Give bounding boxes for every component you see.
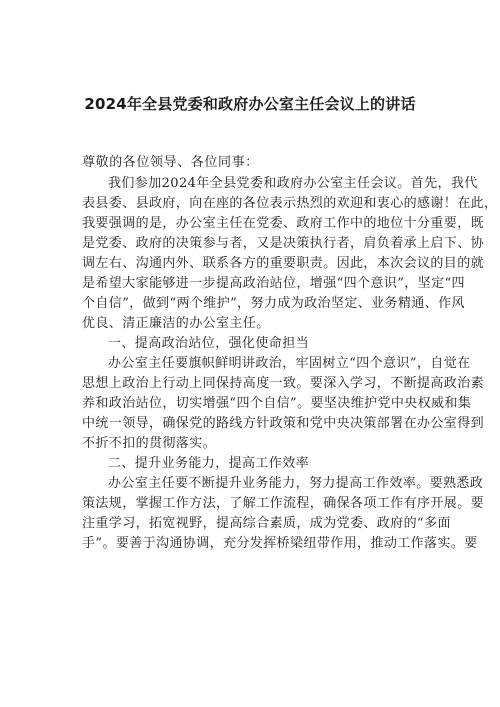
section-heading: 二、提升业务能力，提高工作效率: [108, 456, 310, 471]
body-line: 办公室主任要旗帜鲜明讲政治，牢固树立“四个意识”，自觉在: [108, 356, 471, 371]
body-line: 不折不扣的贯彻落实。: [82, 436, 217, 451]
body-line: 养和政治站位，切实增强“四个自信”。要坚决维护党中央权威和集: [82, 396, 472, 411]
body-line: 手”。要善于沟通协调，充分发挥桥梁纽带作用，推动工作落实。要: [82, 536, 478, 551]
body-line: 调左右、沟通内外、联系各方的重要职责。因此，本次会议的目的就: [82, 256, 485, 271]
salutation: 尊敬的各位领导、各位同事：: [82, 155, 259, 170]
body-line: 思想上政治上行动上同保持高度一致。要深入学习，不断提高政治素: [82, 376, 485, 391]
body-line: 是希望大家能够进一步提高政治站位，增强“四个意识”，坚定“四: [82, 276, 465, 291]
body-line: 我要强调的是，办公室主任在党委、政府工作中的地位十分重要，既: [82, 216, 485, 231]
section-heading: 一、提高政治站位，强化使命担当: [108, 336, 310, 351]
body-line: 是党委、政府的决策参与者，又是决策执行者，肩负着承上启下、协: [82, 236, 485, 251]
body-line: 个自信”，做到“两个维护”，努力成为政治坚定、业务精通、作风: [82, 296, 465, 311]
body-line: 优良、清正廉洁的办公室主任。: [82, 316, 270, 331]
document-title: 2024年全县党委和政府办公室主任会议上的讲话: [84, 95, 416, 113]
body-line: 办公室主任要不断提升业务能力，努力提高工作效率。要熟悉政: [108, 476, 484, 491]
body-line: 我们参加2024年全县党委和政府办公室主任会议。首先，我代: [108, 176, 478, 191]
body-line: 策法规，掌握工作方法，了解工作流程，确保各项工作有序开展。要: [82, 496, 485, 511]
body-line: 中统一领导，确保党的路线方针政策和党中央决策部署在办公室得到: [82, 416, 485, 431]
speech-body: [82, 174, 498, 554]
body-line: 表县委、县政府，向在座的各位表示热烈的欢迎和衷心的感谢！在此，: [82, 196, 498, 211]
body-line: 注重学习，拓宽视野，提高综合素质，成为党委、政府的“多面: [82, 516, 451, 531]
